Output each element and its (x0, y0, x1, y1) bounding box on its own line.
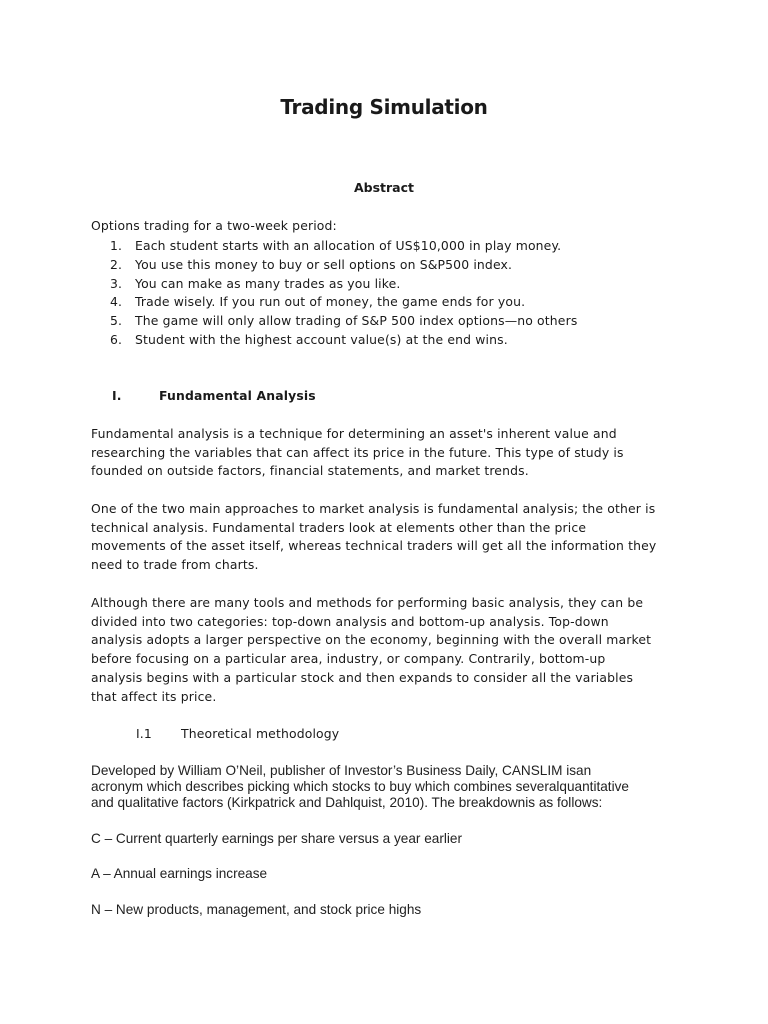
abstract-heading: Abstract (353, 180, 415, 195)
paragraph (91, 594, 691, 706)
list-item (110, 275, 577, 294)
rules-list (110, 237, 577, 350)
paragraph-line: technical analysis. Fundamental traders look at elements other than the price (91, 519, 587, 535)
paragraph-line: One of the two main approaches to market analysis is fundamental analysis; the other is (91, 501, 656, 516)
list-number: 6. (110, 331, 123, 347)
list-number: 3. (110, 275, 123, 291)
list-number: 1. (110, 238, 123, 253)
section-number: I. (112, 388, 122, 403)
paragraph (91, 500, 691, 575)
paragraph-line: Developed by William O’Neil, publisher of Investor’s Business Daily, CANSLIM isan (91, 763, 592, 778)
subsection-title: Theoretical methodology (181, 726, 340, 741)
canslim-item: C – Current quarterly earnings per share versus a year earlier (91, 831, 462, 846)
intro-text: Options trading for a two-week period: (91, 218, 337, 233)
list-item (110, 331, 577, 350)
subsection-number: I.1 (136, 726, 152, 741)
paragraph (91, 763, 629, 812)
section-title: Fundamental Analysis (159, 388, 316, 403)
list-text: Trade wisely. If you run out of money, the game ends for you. (135, 294, 526, 310)
paragraph-line: that affect its price. (91, 688, 217, 704)
list-item (110, 256, 577, 275)
canslim-item: N – New products, management, and stock price highs (91, 902, 422, 917)
list-item (110, 293, 577, 312)
paragraph-line: analysis adopts a larger perspective on the economy, beginning with the overall market (91, 632, 652, 648)
list-number: 5. (110, 313, 123, 329)
paragraph-line: divided into two categories: top-down analysis and bottom-up analysis. Top-down (91, 613, 609, 629)
paragraph-line: need to trade from charts. (91, 557, 259, 573)
paragraph-line: Although there are many tools and methods for performing basic analysis, they can be (91, 595, 644, 610)
list-number: 2. (110, 256, 123, 272)
paragraph-line: and qualitative factors (Kirkpatrick and Dahlquist, 2010). The breakdownis as follows: (91, 795, 603, 811)
paragraph-line: founded on outside factors, financial statements, and market trends. (91, 463, 529, 479)
paragraph (91, 425, 691, 481)
list-item (110, 237, 577, 256)
list-item (110, 312, 577, 331)
list-text: Student with the highest account value(s) at the end wins. (135, 331, 508, 347)
paragraph-line: acronym which describes picking which stocks to buy which combines severalquantitative (91, 779, 629, 795)
list-text: You use this money to buy or sell options on S&P500 index. (135, 256, 513, 272)
document-title: Trading Simulation (280, 95, 488, 119)
paragraph-line: movements of the asset itself, whereas technical traders will get all the information they (91, 538, 657, 554)
paragraph-line: before focusing on a particular area, industry, or company. Contrarily, bottom-up (91, 651, 606, 667)
canslim-item: A – Annual earnings increase (91, 866, 268, 881)
list-text: You can make as many trades as you like. (135, 275, 401, 291)
list-number: 4. (110, 294, 123, 310)
paragraph-line: analysis begins with a particular stock and then expands to consider all the variables (91, 669, 634, 685)
paragraph-line: Fundamental analysis is a technique for determining an asset's inherent value and (91, 426, 617, 441)
list-text: The game will only allow trading of S&P 500 index options—no others (135, 313, 578, 329)
paragraph-line: researching the variables that can affect its price in the future. This type of study is (91, 444, 624, 460)
list-text: Each student starts with an allocation of US$10,000 in play money. (135, 238, 562, 253)
